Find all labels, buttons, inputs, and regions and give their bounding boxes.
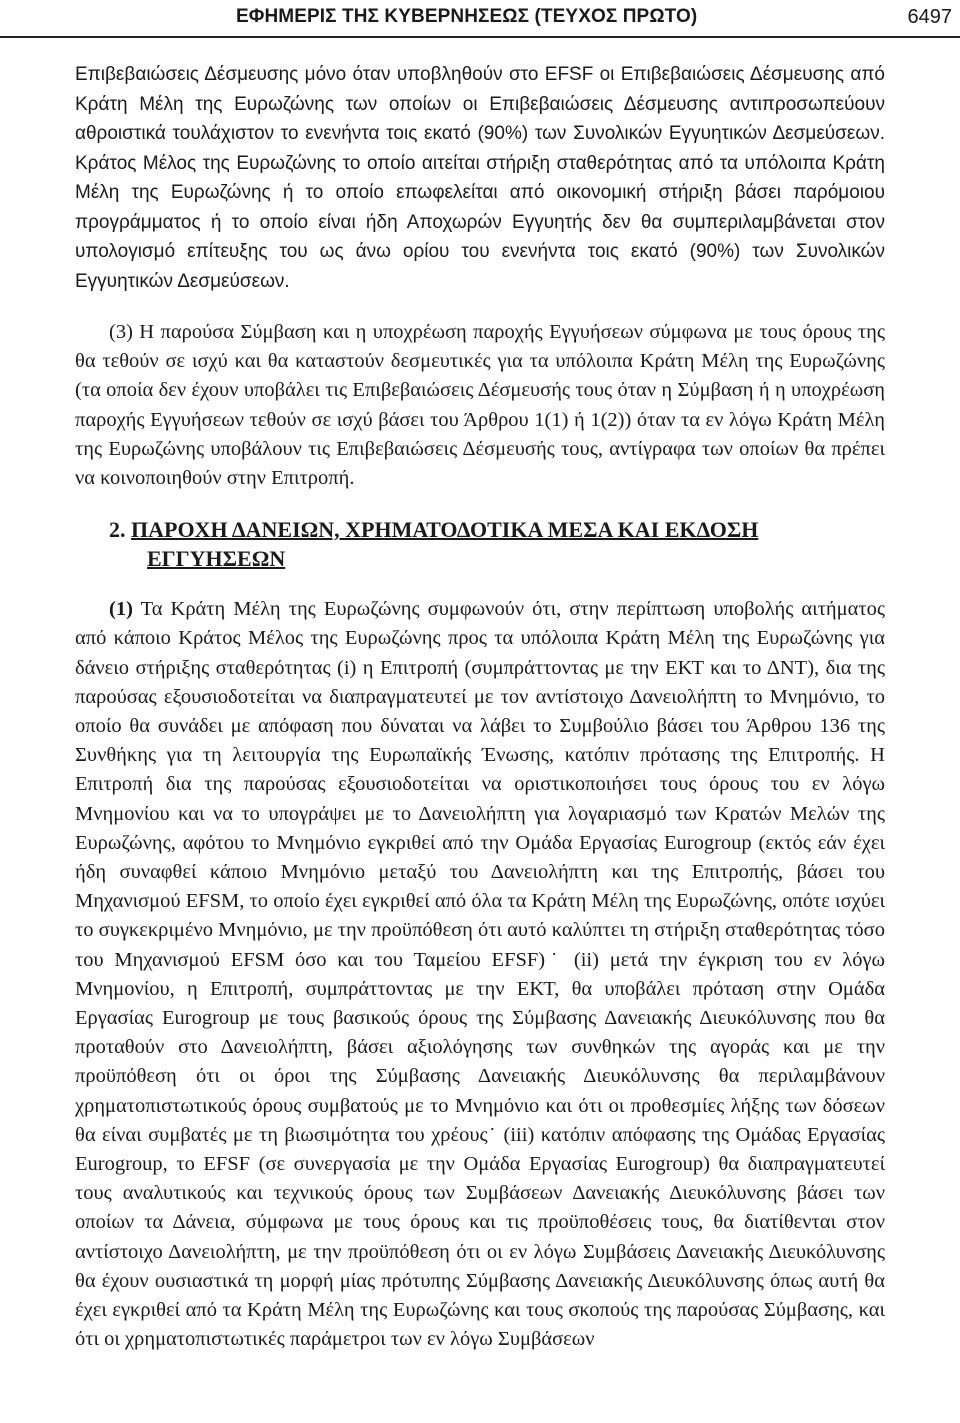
paragraph-continuation xyxy=(75,60,885,296)
document-body xyxy=(75,60,885,1355)
paragraph-article-3: (3) Η παρούσα Σύμβαση και η υποχρέωση παροχής Εγγυήσεων σύμφωνα με τους όρους της θα τεθούν σε ισχύ και θα καταστούν δεσμευτικές για τα υπόλοιπα Κράτη Μέλη της Ευρωζώνης (τα οποία δεν έχουν υποβάλει τις Επιβεβαιώσεις Δέσμευσής τους όταν η Σύμβαση ή η υποχρέωση παροχής Εγγυήσεων τεθούν σε ισχύ βάσει του Άρθρου 1(1) ή 1(2)) όταν τα εν λόγω Κράτη Μέλη της Ευρωζώνης υποβάλουν τις Επιβεβαιώσεις Δέσμευσής τους, αντίγραφα των οποίων θα πρέπει να κοινοποιηθούν στην Επιτροπή. xyxy=(75,321,885,490)
section-title-line1: ΠΑΡΟΧΗ ΔΑΝΕΙΩΝ, ΧΡΗΜΑΤΟΔΟΤΙΚΑ ΜΕΣΑ ΚΑΙ ΕΚΔΟΣΗ xyxy=(131,517,759,543)
section-number: 2. xyxy=(109,517,126,543)
paragraph-section2-1 xyxy=(75,595,885,1354)
section-title-line2: ΕΓΓΥΗΣΕΩΝ xyxy=(147,546,286,572)
paragraph-continuation-sans-part-a: Επιβεβαιώσεις Δέσμευσης μόνο όταν υποβληθούν στο EFSF οι Επιβεβαιώσεις Δέσμευσης από Κράτη Μέλη της Ευρωζώνης των οποίων οι Επιβεβαιώσεις Δέσμευσης αντιπροσωπεύουν αθροιστικά τουλάχιστον το ενενήντα τοις εκατό (90%) των Συνολικών Εγγυητικών Δεσμεύσεων. xyxy=(75,64,885,144)
section-heading xyxy=(75,515,885,573)
paragraph-lead-number: (1) xyxy=(109,598,133,621)
page-header xyxy=(0,4,960,34)
paragraph-continuation-sans-part-b: Κράτος Μέλος της Ευρωζώνης το οποίο αιτείται στήριξη σταθερότητας από τα υπόλοιπα Κράτη Μέλη της Ευρωζώνης ή το οποίο επωφελείται από οικονομική στήριξη βάσει παρόμοιου προγράμματος ή το οποίο είναι ήδη Αποχωρών Εγγυητής δεν θα συμπεριλαμβάνεται στον υπολογισμό επίτευξης του ως άνω ορίου του ενενήντα τοις εκατό (90%) των Συνολικών Εγγυητικών Δεσμεύσεων. xyxy=(75,152,885,292)
page-number: 6497 xyxy=(907,6,952,28)
gazette-title: ΕΦΗΜΕΡΙΣ ΤΗΣ ΚΥΒΕΡΝΗΣΕΩΣ (ΤΕΥΧΟΣ ΠΡΩΤΟ) xyxy=(236,6,698,27)
paragraph-section2-1-text: Τα Κράτη Μέλη της Ευρωζώνης συμφωνούν ότι, στην περίπτωση υποβολής αιτήματος από κάποιο Κράτος Μέλος της Ευρωζώνης προς τα υπόλοιπα Κράτη Μέλη της Ευρωζώνης για δάνειο στήριξης σταθερότητας (i) η Επιτροπή (συμπράττοντας με την ΕΚΤ και το ΔΝΤ), δια της παρούσας εξουσιοδοτείται να διαπραγματευτεί με τον αντίστοιχο Δανειολήπτη το Μνημόνιο, το οποίο θα συνάδει με απόφαση που δύναται να λάβει το Συμβούλιο βάσει του Άρθρου 136 της Συνθήκης για τη λειτουργία της Ευρωπαϊκής Ένωσης, κατόπιν πρότασης της Επιτροπής. Η Επιτροπή δια της παρούσας εξουσιοδοτείται να οριστικοποιήσει τους όρους του εν λόγω Μνημονίου και να το υπογράψει με το Δανειολήπτη για λογαριασμό των Κρατών Μελών της Ευρωζώνης, αφότου το Μνημόνιο εγκριθεί από την Ομάδα Εργασίας Eurogroup (εκτός εάν έχει ήδη συναφθεί κάποιο Μνημόνιο μεταξύ του Δανειολήπτη και της Επιτροπής, βάσει του Μηχανισμού EFSM, το οποίο έχει εγκριθεί από όλα τα Κράτη Μέλη της Ευρωζώνης, οπότε ισχύει το συγκεκριμένο Μνημόνιο, με την προϋπόθεση ότι αυτό καλύπτει τη στήριξη σταθερότητας τόσο του Μηχανισμού EFSM όσο και του Ταμείου EFSF)˙ (ii) μετά την έγκριση του εν λόγω Μνημονίου, η Επιτροπή, συμπράττοντας με την ΕΚΤ, θα υποβάλει πρόταση στην Ομάδα Εργασίας Eurogroup με τους βασικούς όρους της Σύμβασης Δανειακής Διευκόλυνσης που θα προταθούν στο Δανειολήπτη, βάσει αξιολόγησης των συνθηκών της αγοράς και με την προϋπόθεση ότι οι όροι της Σύμβασης Δανειακής Διευκόλυνσης θα περιλαμβάνουν χρηματοπιστωτικούς όρους συμβατούς με το Μνημόνιο και ότι οι προθεσμίες λήξης των δόσεων θα είναι συμβατές με τη βιωσιμότητα του χρέους˙ (iii) κατόπιν απόφασης της Ομάδας Εργασίας Eurogroup, το EFSF (σε συνεργασία με την Ομάδα Εργασίας Eurogroup) θα διαπραγματευτεί τους αναλυτικούς και τεχνικούς όρους των Συμβάσεων Δανειακής Διευκόλυνσης βάσει των οποίων τα Δάνεια, σύμφωνα με τους όρους και τις προϋποθέσεις τους, θα διατίθενται στον αντίστοιχο Δανειολήπτη, με την προϋπόθεση ότι οι εν λόγω Συμβάσεις Δανειακής Διευκόλυνσης θα έχουν ουσιαστικά τη μορφή μίας πρότυπης Σύμβασης Δανειακής Διευκόλυνσης όπως αυτή θα έχει εγκριθεί από τα Κράτη Μέλη της Ευρωζώνης και τους σκοπούς της παρούσας Σύμβασης, και ότι οι χρηματοπιστωτικές παράμετροι των εν λόγω Συμβάσεων xyxy=(75,598,885,1351)
header-rule xyxy=(0,36,960,38)
